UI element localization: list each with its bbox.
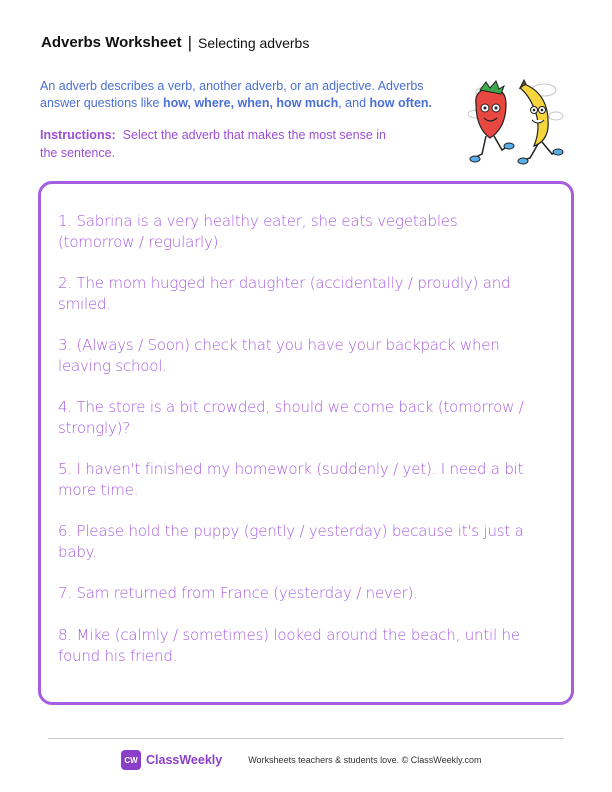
intro-paragraph <box>40 78 460 112</box>
question-1: 1. Sabrina is a very healthy eater, she eats vegetables (tomorrow / regularly). <box>58 212 458 251</box>
instructions <box>40 126 400 162</box>
worksheet-subtitle: Selecting adverbs <box>198 34 310 51</box>
instructions-text: Select the adverb that makes the most sense in the sentence. <box>40 128 386 160</box>
intro-and: , and <box>338 96 370 110</box>
intro-text: An adverb describes a verb, another adverb, or an adjective. Adverbs answer questions like <box>40 79 424 110</box>
classweekly-logo-icon: CW <box>121 750 141 770</box>
question-3: 3. (Always / Soon) check that you have your backpack when leaving school. <box>58 336 500 375</box>
title-separator: | <box>187 33 193 52</box>
brand-name: ClassWeekly <box>146 753 223 767</box>
footer-divider <box>48 738 564 739</box>
worksheet-title: Adverbs Worksheet <box>41 34 182 51</box>
intro-questions-bold: how, where, when, how much <box>162 96 339 110</box>
intro-how-often-bold: how often. <box>369 96 433 110</box>
question-8: 8. Mike (calmly / sometimes) looked around the beach, until he found his friend. <box>58 626 520 665</box>
fruit-mascot-illustration <box>468 76 564 170</box>
question-6: 6. Please hold the puppy (gently / yesterday) because it's just a baby. <box>58 522 524 561</box>
question-5: 5. I haven't finished my homework (suddenly / yet). I need a bit more time. <box>58 460 524 499</box>
question-4: 4. The store is a bit crowded, should we come back (tomorrow / strongly)? <box>58 398 524 437</box>
question-7: 7. Sam returned from France (yesterday / never). <box>58 584 418 602</box>
instructions-label: Instructions: <box>40 128 116 142</box>
footer-tagline: Worksheets teachers & students love. © ClassWeekly.com <box>248 755 482 765</box>
footer <box>121 750 481 770</box>
worksheet-header <box>41 34 309 51</box>
question-2: 2. The mom hugged her daughter (accidentally / proudly) and smiled. <box>58 274 511 313</box>
